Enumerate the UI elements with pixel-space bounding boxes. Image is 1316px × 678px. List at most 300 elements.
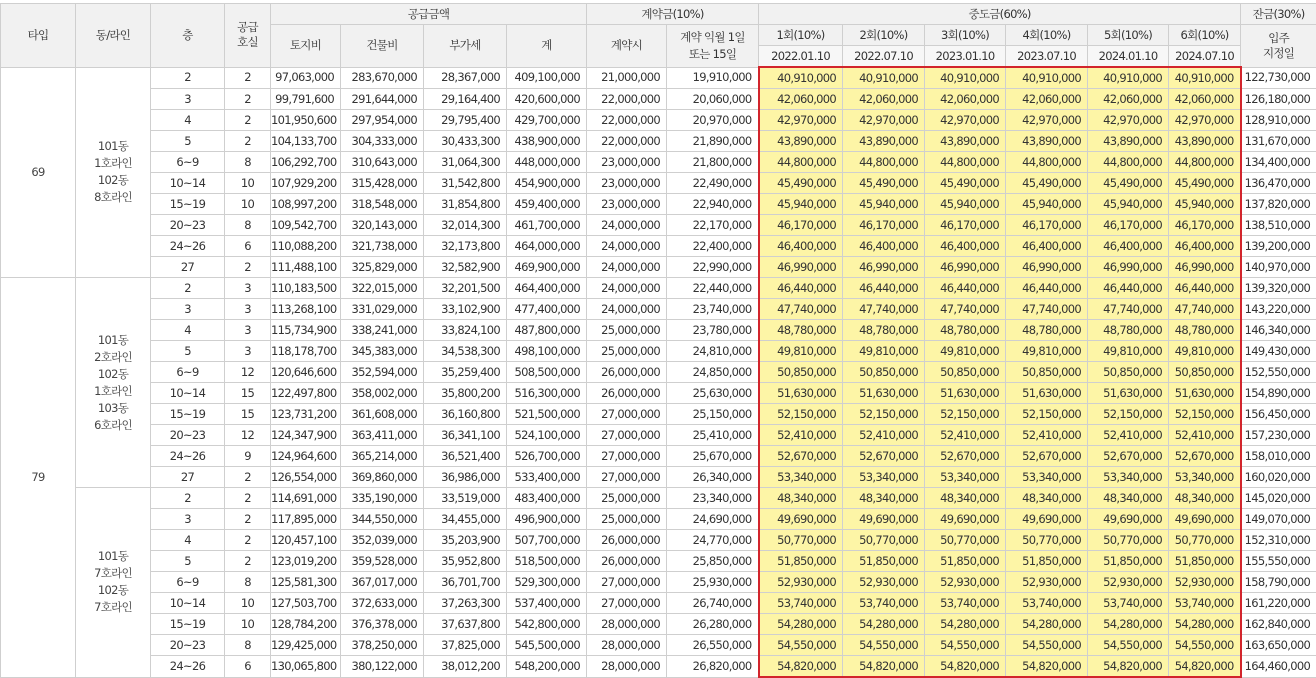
land-cost-cell: 123,019,200 [271,551,341,572]
interim-payment-cell: 49,810,000 [843,341,925,362]
table-row [1,131,1316,152]
interim-payment-cell: 42,060,000 [1088,89,1169,110]
next-month-deposit-cell: 22,440,000 [667,278,759,299]
interim-payment-cell: 51,850,000 [843,551,925,572]
interim-payment-cell: 45,940,000 [759,194,843,215]
units-cell: 2 [225,530,271,551]
interim-payment-cell: 50,850,000 [1169,362,1241,383]
land-cost-cell: 127,503,700 [271,593,341,614]
next-month-deposit-cell: 25,670,000 [667,446,759,467]
building-cost-cell: 338,241,000 [341,320,424,341]
table-row [1,488,1316,509]
interim-payment-cell: 46,440,000 [1169,278,1241,299]
interim-payment-cell: 48,780,000 [925,320,1006,341]
interim-payment-cell: 43,890,000 [843,131,925,152]
units-cell: 2 [225,131,271,152]
header-land: 토지비 [271,25,341,68]
land-cost-cell: 125,581,300 [271,572,341,593]
table-row [1,89,1316,110]
interim-payment-cell: 45,490,000 [925,173,1006,194]
interim-payment-cell: 52,150,000 [759,404,843,425]
interim-payment-cell: 54,280,000 [843,614,925,635]
balance-cell: 131,670,000 [1241,131,1316,152]
header-deposit-next: 계약 익월 1일 또는 15일 [667,25,759,68]
vat-cell: 37,637,800 [424,614,507,635]
total-cell: 469,900,000 [507,257,587,278]
total-cell: 409,100,000 [507,67,587,89]
total-cell: 508,500,000 [507,362,587,383]
vat-cell: 36,341,100 [424,425,507,446]
interim-payment-cell: 52,670,000 [759,446,843,467]
interim-payment-cell: 54,550,000 [1088,635,1169,656]
land-cost-cell: 108,997,200 [271,194,341,215]
building-cost-cell: 297,954,000 [341,110,424,131]
header-interim-round: 6회(10%) [1169,25,1241,46]
balance-cell: 145,020,000 [1241,488,1316,509]
land-cost-cell: 124,347,900 [271,425,341,446]
interim-payment-cell: 54,280,000 [925,614,1006,635]
dong-line-cell [76,278,151,488]
interim-payment-cell: 51,850,000 [925,551,1006,572]
floor-cell: 15~19 [151,404,225,425]
balance-cell: 156,450,000 [1241,404,1316,425]
land-cost-cell: 115,734,900 [271,320,341,341]
next-month-deposit-cell: 26,280,000 [667,614,759,635]
interim-payment-cell: 46,990,000 [759,257,843,278]
dong-line-label: 1호라인 [76,155,150,172]
floor-cell: 15~19 [151,614,225,635]
floor-cell: 10~14 [151,383,225,404]
units-cell: 8 [225,215,271,236]
next-month-deposit-cell: 25,850,000 [667,551,759,572]
vat-cell: 32,582,900 [424,257,507,278]
interim-payment-cell: 52,150,000 [1088,404,1169,425]
header-supply-units: 공급 호실 [225,4,271,68]
interim-payment-cell: 46,400,000 [759,236,843,257]
units-cell: 2 [225,110,271,131]
interim-payment-cell: 50,770,000 [925,530,1006,551]
units-cell: 6 [225,656,271,678]
floor-cell: 5 [151,131,225,152]
building-cost-cell: 331,029,000 [341,299,424,320]
total-cell: 548,200,000 [507,656,587,678]
total-cell: 454,900,000 [507,173,587,194]
interim-payment-cell: 46,400,000 [1006,236,1088,257]
interim-payment-cell: 48,780,000 [1088,320,1169,341]
interim-payment-cell: 52,410,000 [1088,425,1169,446]
land-cost-cell: 122,497,800 [271,383,341,404]
header-interim-round: 1회(10%) [759,25,843,46]
building-cost-cell: 315,428,000 [341,173,424,194]
table-row [1,572,1316,593]
interim-payment-cell: 50,770,000 [843,530,925,551]
floor-cell: 5 [151,551,225,572]
table-row [1,299,1316,320]
land-cost-cell: 110,183,500 [271,278,341,299]
building-cost-cell: 365,214,000 [341,446,424,467]
interim-payment-cell: 52,410,000 [925,425,1006,446]
type-cell: 69 [1,67,76,278]
interim-payment-cell: 51,850,000 [1169,551,1241,572]
interim-payment-cell: 48,340,000 [759,488,843,509]
contract-deposit-cell: 23,000,000 [587,194,667,215]
header-interim: 중도금(60%) [759,4,1241,25]
interim-payment-cell: 47,740,000 [759,299,843,320]
contract-deposit-cell: 26,000,000 [587,383,667,404]
header-interim-date: 2023.01.10 [925,46,1006,68]
contract-deposit-cell: 27,000,000 [587,593,667,614]
next-month-deposit-cell: 24,770,000 [667,530,759,551]
dong-line-label: 101동 [76,332,150,349]
interim-payment-cell: 52,930,000 [1169,572,1241,593]
units-cell: 8 [225,635,271,656]
header-interim-date: 2024.07.10 [1169,46,1241,68]
next-month-deposit-cell: 25,410,000 [667,425,759,446]
interim-payment-cell: 51,630,000 [1088,383,1169,404]
header-move-in: 입주 지정일 [1241,25,1316,68]
interim-payment-cell: 52,930,000 [759,572,843,593]
balance-cell: 122,730,000 [1241,67,1316,89]
interim-payment-cell: 53,740,000 [759,593,843,614]
total-cell: 483,400,000 [507,488,587,509]
interim-payment-cell: 46,440,000 [759,278,843,299]
contract-deposit-cell: 27,000,000 [587,425,667,446]
units-cell: 2 [225,467,271,488]
table-body [1,67,1316,677]
next-month-deposit-cell: 24,810,000 [667,341,759,362]
floor-cell: 10~14 [151,173,225,194]
units-cell: 9 [225,446,271,467]
header-interim-date: 2023.07.10 [1006,46,1088,68]
interim-payment-cell: 46,440,000 [925,278,1006,299]
next-month-deposit-cell: 25,150,000 [667,404,759,425]
table-row [1,425,1316,446]
dong-line-label: 7호라인 [76,599,150,616]
vat-cell: 37,263,300 [424,593,507,614]
interim-payment-cell: 53,740,000 [925,593,1006,614]
interim-payment-cell: 49,690,000 [1169,509,1241,530]
building-cost-cell: 372,633,000 [341,593,424,614]
next-month-deposit-cell: 23,780,000 [667,320,759,341]
interim-payment-cell: 52,930,000 [1006,572,1088,593]
table-row [1,173,1316,194]
floor-cell: 6~9 [151,572,225,593]
interim-payment-cell: 52,410,000 [843,425,925,446]
units-cell: 10 [225,194,271,215]
building-cost-cell: 321,738,000 [341,236,424,257]
next-month-deposit-cell: 21,890,000 [667,131,759,152]
building-cost-cell: 359,528,000 [341,551,424,572]
floor-cell: 15~19 [151,194,225,215]
interim-payment-cell: 53,740,000 [1088,593,1169,614]
interim-payment-cell: 49,690,000 [925,509,1006,530]
interim-payment-cell: 46,990,000 [925,257,1006,278]
interim-payment-cell: 54,820,000 [1169,656,1241,678]
next-month-deposit-cell: 26,550,000 [667,635,759,656]
units-cell: 10 [225,614,271,635]
units-cell: 3 [225,341,271,362]
interim-payment-cell: 47,740,000 [1088,299,1169,320]
interim-payment-cell: 54,550,000 [1006,635,1088,656]
dong-line-label: 102동 [76,172,150,189]
balance-cell: 128,910,000 [1241,110,1316,131]
balance-cell: 154,890,000 [1241,383,1316,404]
interim-payment-cell: 42,970,000 [759,110,843,131]
total-cell: 542,800,000 [507,614,587,635]
floor-cell: 6~9 [151,362,225,383]
interim-payment-cell: 49,690,000 [1088,509,1169,530]
interim-payment-cell: 52,150,000 [1169,404,1241,425]
dong-line-label: 102동 [76,582,150,599]
next-month-deposit-cell: 22,940,000 [667,194,759,215]
interim-payment-cell: 51,630,000 [843,383,925,404]
header-deposit: 계약금(10%) [587,4,759,25]
contract-deposit-cell: 25,000,000 [587,488,667,509]
dong-line-label: 8호라인 [76,189,150,206]
table-row [1,257,1316,278]
land-cost-cell: 114,691,000 [271,488,341,509]
interim-payment-cell: 42,060,000 [1006,89,1088,110]
interim-payment-cell: 53,340,000 [1088,467,1169,488]
total-cell: 529,300,000 [507,572,587,593]
interim-payment-cell: 52,930,000 [925,572,1006,593]
interim-payment-cell: 49,810,000 [1006,341,1088,362]
header-interim-date: 2022.01.10 [759,46,843,68]
interim-payment-cell: 46,440,000 [1006,278,1088,299]
next-month-deposit-cell: 25,930,000 [667,572,759,593]
header-interim-date: 2022.07.10 [843,46,925,68]
balance-cell: 149,070,000 [1241,509,1316,530]
total-cell: 524,100,000 [507,425,587,446]
interim-payment-cell: 50,850,000 [843,362,925,383]
balance-cell: 136,470,000 [1241,173,1316,194]
units-cell: 15 [225,383,271,404]
contract-deposit-cell: 25,000,000 [587,509,667,530]
total-cell: 521,500,000 [507,404,587,425]
interim-payment-cell: 53,340,000 [1006,467,1088,488]
interim-payment-cell: 47,740,000 [1169,299,1241,320]
total-cell: 461,700,000 [507,215,587,236]
total-cell: 464,400,000 [507,278,587,299]
building-cost-cell: 376,378,000 [341,614,424,635]
building-cost-cell: 363,411,000 [341,425,424,446]
interim-payment-cell: 51,630,000 [1169,383,1241,404]
interim-payment-cell: 45,490,000 [1169,173,1241,194]
total-cell: 526,700,000 [507,446,587,467]
interim-payment-cell: 45,940,000 [1169,194,1241,215]
contract-deposit-cell: 24,000,000 [587,257,667,278]
vat-cell: 36,986,000 [424,467,507,488]
interim-payment-cell: 43,890,000 [1006,131,1088,152]
contract-deposit-cell: 25,000,000 [587,320,667,341]
interim-payment-cell: 44,800,000 [759,152,843,173]
interim-payment-cell: 42,060,000 [925,89,1006,110]
interim-payment-cell: 49,810,000 [1169,341,1241,362]
building-cost-cell: 283,670,000 [341,67,424,89]
total-cell: 438,900,000 [507,131,587,152]
interim-payment-cell: 42,060,000 [759,89,843,110]
building-cost-cell: 320,143,000 [341,215,424,236]
dong-line-label: 6호라인 [76,417,150,434]
interim-payment-cell: 53,340,000 [759,467,843,488]
floor-cell: 20~23 [151,425,225,446]
balance-cell: 137,820,000 [1241,194,1316,215]
land-cost-cell: 124,964,600 [271,446,341,467]
balance-cell: 139,200,000 [1241,236,1316,257]
total-cell: 420,600,000 [507,89,587,110]
total-cell: 516,300,000 [507,383,587,404]
building-cost-cell: 369,860,000 [341,467,424,488]
balance-cell: 139,320,000 [1241,278,1316,299]
building-cost-cell: 304,333,000 [341,131,424,152]
total-cell: 507,700,000 [507,530,587,551]
floor-cell: 20~23 [151,635,225,656]
interim-payment-cell: 48,340,000 [1088,488,1169,509]
dong-line-label: 102동 [76,366,150,383]
building-cost-cell: 358,002,000 [341,383,424,404]
interim-payment-cell: 52,670,000 [1169,446,1241,467]
total-cell: 537,400,000 [507,593,587,614]
floor-cell: 24~26 [151,236,225,257]
interim-payment-cell: 46,170,000 [1088,215,1169,236]
interim-payment-cell: 46,400,000 [843,236,925,257]
interim-payment-cell: 46,440,000 [1088,278,1169,299]
interim-payment-cell: 42,970,000 [843,110,925,131]
interim-payment-cell: 44,800,000 [1169,152,1241,173]
interim-payment-cell: 54,820,000 [1006,656,1088,678]
interim-payment-cell: 46,170,000 [1006,215,1088,236]
interim-payment-cell: 50,770,000 [1088,530,1169,551]
building-cost-cell: 361,608,000 [341,404,424,425]
interim-payment-cell: 52,930,000 [843,572,925,593]
dong-line-label: 2호라인 [76,349,150,366]
interim-payment-cell: 54,820,000 [925,656,1006,678]
total-cell: 518,500,000 [507,551,587,572]
building-cost-cell: 345,383,000 [341,341,424,362]
interim-payment-cell: 50,850,000 [1006,362,1088,383]
balance-cell: 152,310,000 [1241,530,1316,551]
units-cell: 3 [225,320,271,341]
interim-payment-cell: 43,890,000 [1088,131,1169,152]
building-cost-cell: 291,644,000 [341,89,424,110]
interim-payment-cell: 45,940,000 [843,194,925,215]
vat-cell: 32,201,500 [424,278,507,299]
interim-payment-cell: 53,340,000 [843,467,925,488]
next-month-deposit-cell: 20,970,000 [667,110,759,131]
vat-cell: 31,542,800 [424,173,507,194]
table-row [1,320,1316,341]
interim-payment-cell: 52,150,000 [843,404,925,425]
dong-line-label: 101동 [76,138,150,155]
table-row [1,341,1316,362]
balance-cell: 134,400,000 [1241,152,1316,173]
interim-payment-cell: 45,940,000 [1088,194,1169,215]
table-row [1,383,1316,404]
balance-cell: 164,460,000 [1241,656,1316,678]
interim-payment-cell: 45,490,000 [1088,173,1169,194]
interim-payment-cell: 51,850,000 [1006,551,1088,572]
contract-deposit-cell: 27,000,000 [587,467,667,488]
total-cell: 487,800,000 [507,320,587,341]
balance-cell: 163,650,000 [1241,635,1316,656]
units-cell: 2 [225,257,271,278]
interim-payment-cell: 42,970,000 [1169,110,1241,131]
units-cell: 2 [225,551,271,572]
building-cost-cell: 352,594,000 [341,362,424,383]
land-cost-cell: 130,065,800 [271,656,341,678]
vat-cell: 28,367,000 [424,67,507,89]
interim-payment-cell: 54,820,000 [843,656,925,678]
interim-payment-cell: 44,800,000 [925,152,1006,173]
table-row [1,446,1316,467]
type-cell: 79 [1,278,76,678]
dong-line-label: 101동 [76,548,150,565]
interim-payment-cell: 47,740,000 [925,299,1006,320]
balance-cell: 138,510,000 [1241,215,1316,236]
balance-cell: 140,970,000 [1241,257,1316,278]
interim-payment-cell: 43,890,000 [1169,131,1241,152]
vat-cell: 36,701,700 [424,572,507,593]
interim-payment-cell: 54,280,000 [1169,614,1241,635]
interim-payment-cell: 46,440,000 [843,278,925,299]
land-cost-cell: 128,784,200 [271,614,341,635]
land-cost-cell: 123,731,200 [271,404,341,425]
interim-payment-cell: 48,340,000 [925,488,1006,509]
interim-payment-cell: 48,780,000 [843,320,925,341]
interim-payment-cell: 42,060,000 [843,89,925,110]
interim-payment-cell: 52,670,000 [843,446,925,467]
table-row [1,635,1316,656]
floor-cell: 2 [151,488,225,509]
floor-cell: 5 [151,341,225,362]
interim-payment-cell: 52,150,000 [925,404,1006,425]
vat-cell: 31,854,800 [424,194,507,215]
floor-cell: 27 [151,467,225,488]
floor-cell: 27 [151,257,225,278]
next-month-deposit-cell: 20,060,000 [667,89,759,110]
dong-line-label: 7호라인 [76,565,150,582]
land-cost-cell: 110,088,200 [271,236,341,257]
dong-line-label: 1호라인 [76,383,150,400]
balance-cell: 158,010,000 [1241,446,1316,467]
dong-line-cell [76,67,151,278]
vat-cell: 35,952,800 [424,551,507,572]
land-cost-cell: 97,063,000 [271,67,341,89]
vat-cell: 33,519,000 [424,488,507,509]
interim-payment-cell: 42,970,000 [925,110,1006,131]
interim-payment-cell: 52,410,000 [759,425,843,446]
interim-payment-cell: 48,780,000 [759,320,843,341]
header-supply-amount: 공급금액 [271,4,587,25]
interim-payment-cell: 49,810,000 [925,341,1006,362]
header-interim-round: 2회(10%) [843,25,925,46]
table-row [1,551,1316,572]
units-cell: 8 [225,572,271,593]
floor-cell: 24~26 [151,656,225,678]
interim-payment-cell: 49,810,000 [759,341,843,362]
interim-payment-cell: 46,400,000 [1169,236,1241,257]
units-cell: 12 [225,425,271,446]
balance-cell: 143,220,000 [1241,299,1316,320]
interim-payment-cell: 43,890,000 [759,131,843,152]
total-cell: 533,400,000 [507,467,587,488]
contract-deposit-cell: 25,000,000 [587,341,667,362]
dong-line-label: 103동 [76,400,150,417]
header-floor: 층 [151,4,225,68]
land-cost-cell: 120,457,100 [271,530,341,551]
contract-deposit-cell: 28,000,000 [587,614,667,635]
land-cost-cell: 106,292,700 [271,152,341,173]
